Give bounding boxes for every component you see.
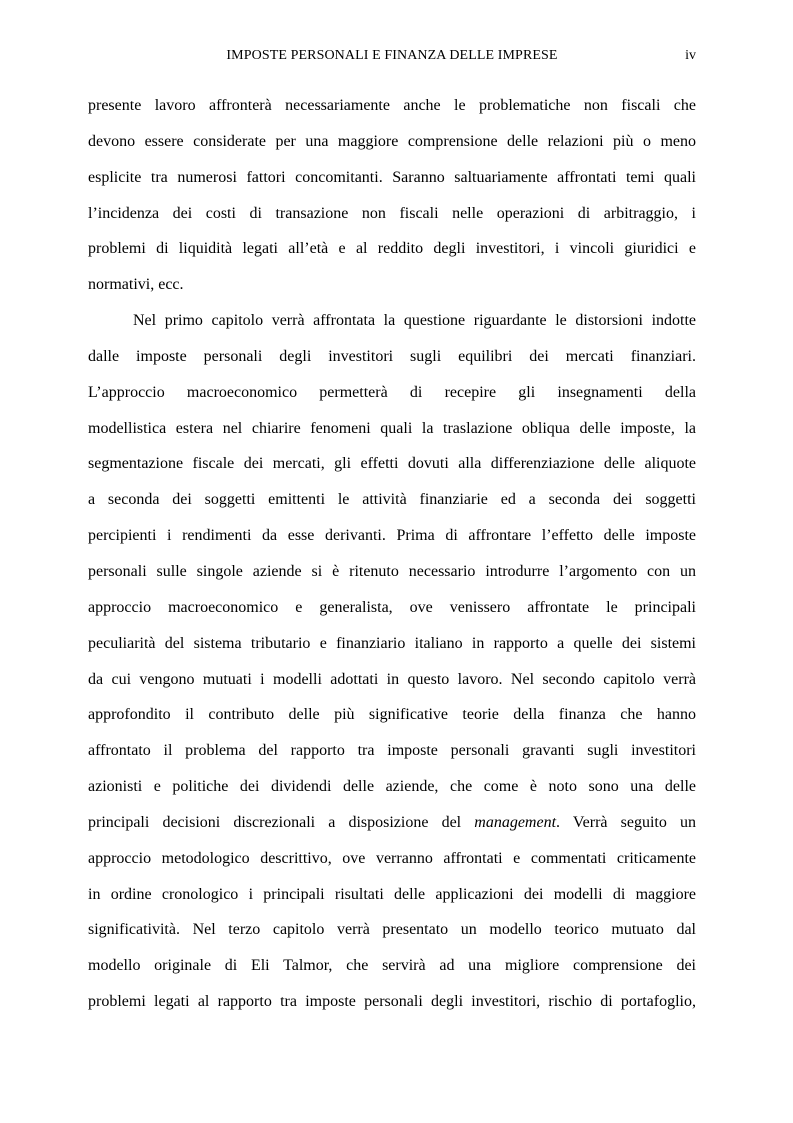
text-line: modello originale di Eli Talmor, che servirà ad una migliore comprensione dei [88, 957, 696, 975]
text-line: esplicite tra numerosi fattori concomitanti. Saranno saltuariamente affrontati temi quali [88, 168, 696, 186]
text-line: da cui vengono mutuati i modelli adottati in questo lavoro. Nel secondo capitolo verrà [88, 670, 696, 688]
text-segment: . Verrà seguito un [556, 813, 696, 831]
paragraph-start-line: Nel primo capitolo verrà affrontata la questione riguardante le distorsioni indotte [133, 312, 696, 330]
page-header [88, 46, 696, 66]
text-line: segmentazione fiscale dei mercati, gli effetti dovuti alla differenziazione delle aliquote [88, 455, 696, 473]
text-line: significatività. Nel terzo capitolo verrà presentato un modello teorico mutuato dal [88, 921, 696, 939]
text-line: azionisti e politiche dei dividendi delle aziende, che come è noto sono una delle [88, 778, 696, 796]
text-line: presente lavoro affronterà necessariamente anche le problematiche non fiscali che [88, 97, 696, 114]
text-line: modellistica estera nel chiarire fenomeni quali la traslazione obliqua delle imposte, la [88, 419, 696, 437]
text-line: a seconda dei soggetti emittenti le attività finanziarie ed a seconda dei soggetti [88, 491, 696, 509]
text-line: L’approccio macroeconomico permetterà di recepire gli insegnamenti della [88, 383, 696, 401]
text-line-with-emphasis [88, 805, 696, 841]
text-line: problemi di liquidità legati all’età e al reddito degli investitori, i vincoli giuridici e [88, 240, 696, 258]
text-segment: principali decisioni discrezionali a disposizione del [88, 813, 475, 831]
page-number: iv [685, 48, 696, 63]
text-line: approccio metodologico descrittivo, ove verranno affrontati e commentati criticamente [88, 849, 696, 867]
text-line: personali sulle singole aziende si è ritenuto necessario introdurre l’argomento con un [88, 562, 696, 580]
body-text [88, 88, 696, 1020]
text-line: normativi, ecc. [88, 276, 184, 294]
text-line: devono essere considerate per una maggiore comprensione delle relazioni più o meno [88, 132, 696, 150]
text-line: l’incidenza dei costi di transazione non fiscali nelle operazioni di arbitraggio, i [88, 204, 696, 222]
emphasized-term: management [474, 813, 557, 831]
text-line: percipienti i rendimenti da esse derivanti. Prima di affrontare l’effetto delle imposte [88, 527, 696, 545]
text-line: problemi legati al rapporto tra imposte personali degli investitori, rischio di portafoglio, [88, 993, 696, 1011]
text-line: peculiarità del sistema tributario e finanziario italiano in rapporto a quelle dei sistemi [88, 634, 696, 652]
text-line: affrontato il problema del rapporto tra imposte personali gravanti sugli investitori [88, 742, 696, 760]
text-line: approccio macroeconomico e generalista, ove venissero affrontate le principali [88, 598, 696, 616]
text-line: in ordine cronologico i principali risultati delle applicazioni dei modelli di maggiore [88, 885, 696, 903]
running-title: IMPOSTE PERSONALI E FINANZA DELLE IMPRESE [226, 48, 558, 63]
text-line: approfondito il contributo delle più significative teorie della finanza che hanno [88, 706, 696, 724]
text-line: dalle imposte personali degli investitori sugli equilibri dei mercati finanziari. [88, 347, 696, 365]
